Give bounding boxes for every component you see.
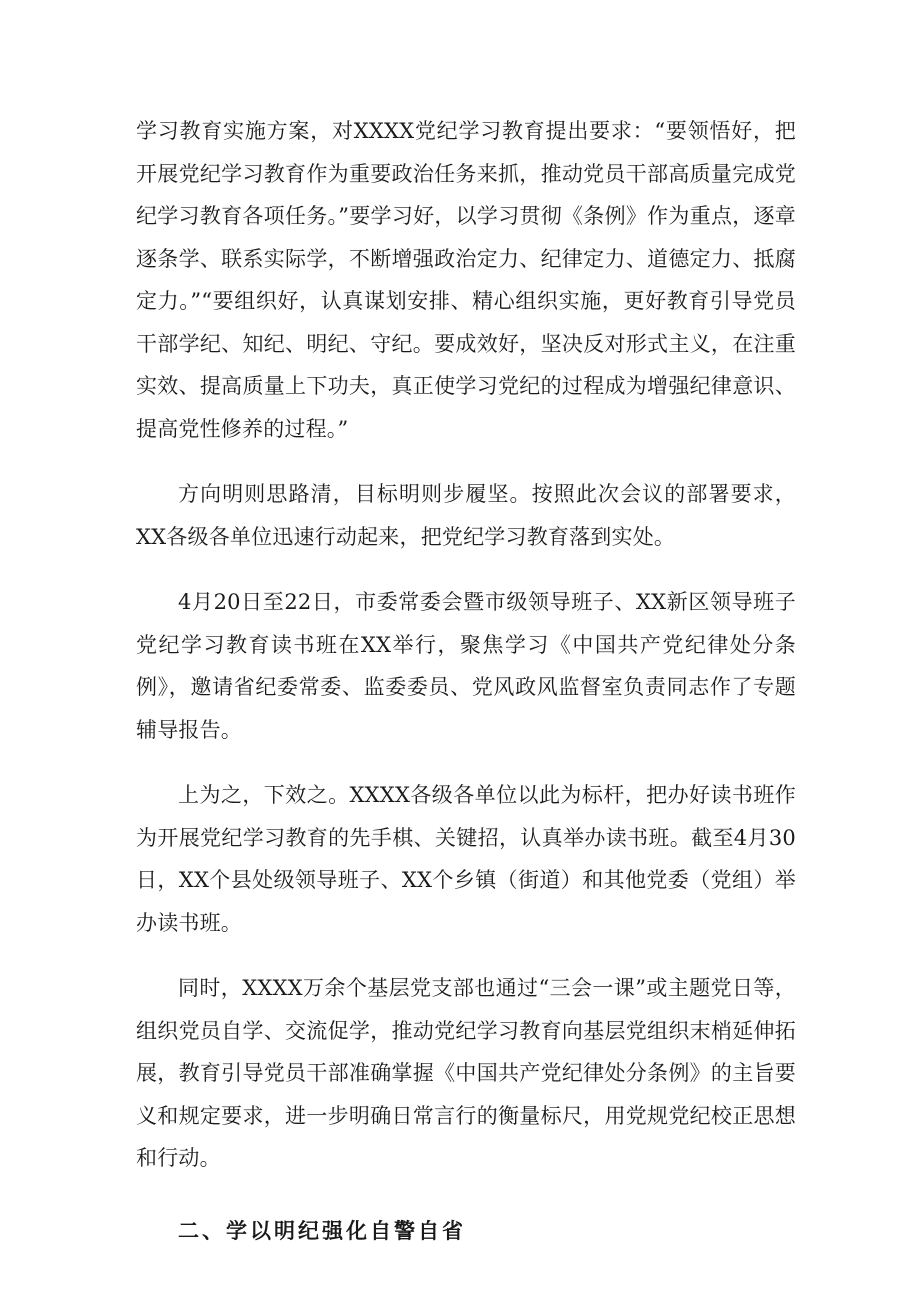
paragraph-reading-class: 4月20日至22日，市委常委会暨市级领导班子、XX新区领导班子党纪学习教育读书班在XX举行，聚焦学习《中国共产党纪律处分条例》，邀请省纪委常委、监委委员、党风政风监督室负责同志作了专题辅导报告。	[136, 590, 796, 742]
paragraph-direction: 方向明则思路清，目标明则步履坚。按照此次会议的部署要求，XX各级各单位迅速行动起来，把党纪学习教育落到实处。	[136, 482, 796, 549]
paragraph-gap	[136, 751, 796, 774]
section-heading: 二、学以明纪强化自警自省	[178, 1218, 466, 1243]
paragraph-grassroots: 同时，XXXX万余个基层党支部也通过“三会一课”或主题党日等，组织党员自学、交流促学，推动党纪学习教育向基层党组织末梢延伸拓展，教育引导党员干部准确掌握《中国共产党纪律处分条例》的主旨要义和规定要求，进一步明确日常言行的衡量标尺，用党规党纪校正思想和行动。	[136, 976, 796, 1170]
paragraph-gap	[136, 450, 796, 473]
paragraph-gap	[136, 558, 796, 581]
section-heading-wrapper	[136, 1210, 796, 1252]
paragraph-continued-requirements: 学习教育实施方案，对XXXX党纪学习教育提出要求：“要领悟好，把开展党纪学习教育作为重要政治任务来抓，推动党员干部高质量完成党纪学习教育各项任务。”要学习好，以学习贯彻《条例》作为重点，逐章逐条学、联系实际学，不断增强政治定力、纪律定力、道德定力、抵腐定力。”“要组织好，认真谋划安排、精心组织实施，更好教育引导党员干部学纪、知纪、明纪、守纪。要成效好，坚决反对形式主义，在注重实效、提高质量上下功夫，真正使学习党纪的过程成为增强纪律意识、提高党性修养的过程。”	[136, 119, 796, 441]
paragraph-gap	[136, 944, 796, 967]
document-body	[136, 110, 796, 1252]
paragraph-benchmark: 上为之，下效之。XXXX各级各单位以此为标杆，把办好读书班作为开展党纪学习教育的先手棋、关键招，认真举办读书班。截至4月30日，XX个县处级领导班子、XX个乡镇（街道）和其他党委（党组）举办读书班。	[136, 783, 796, 935]
